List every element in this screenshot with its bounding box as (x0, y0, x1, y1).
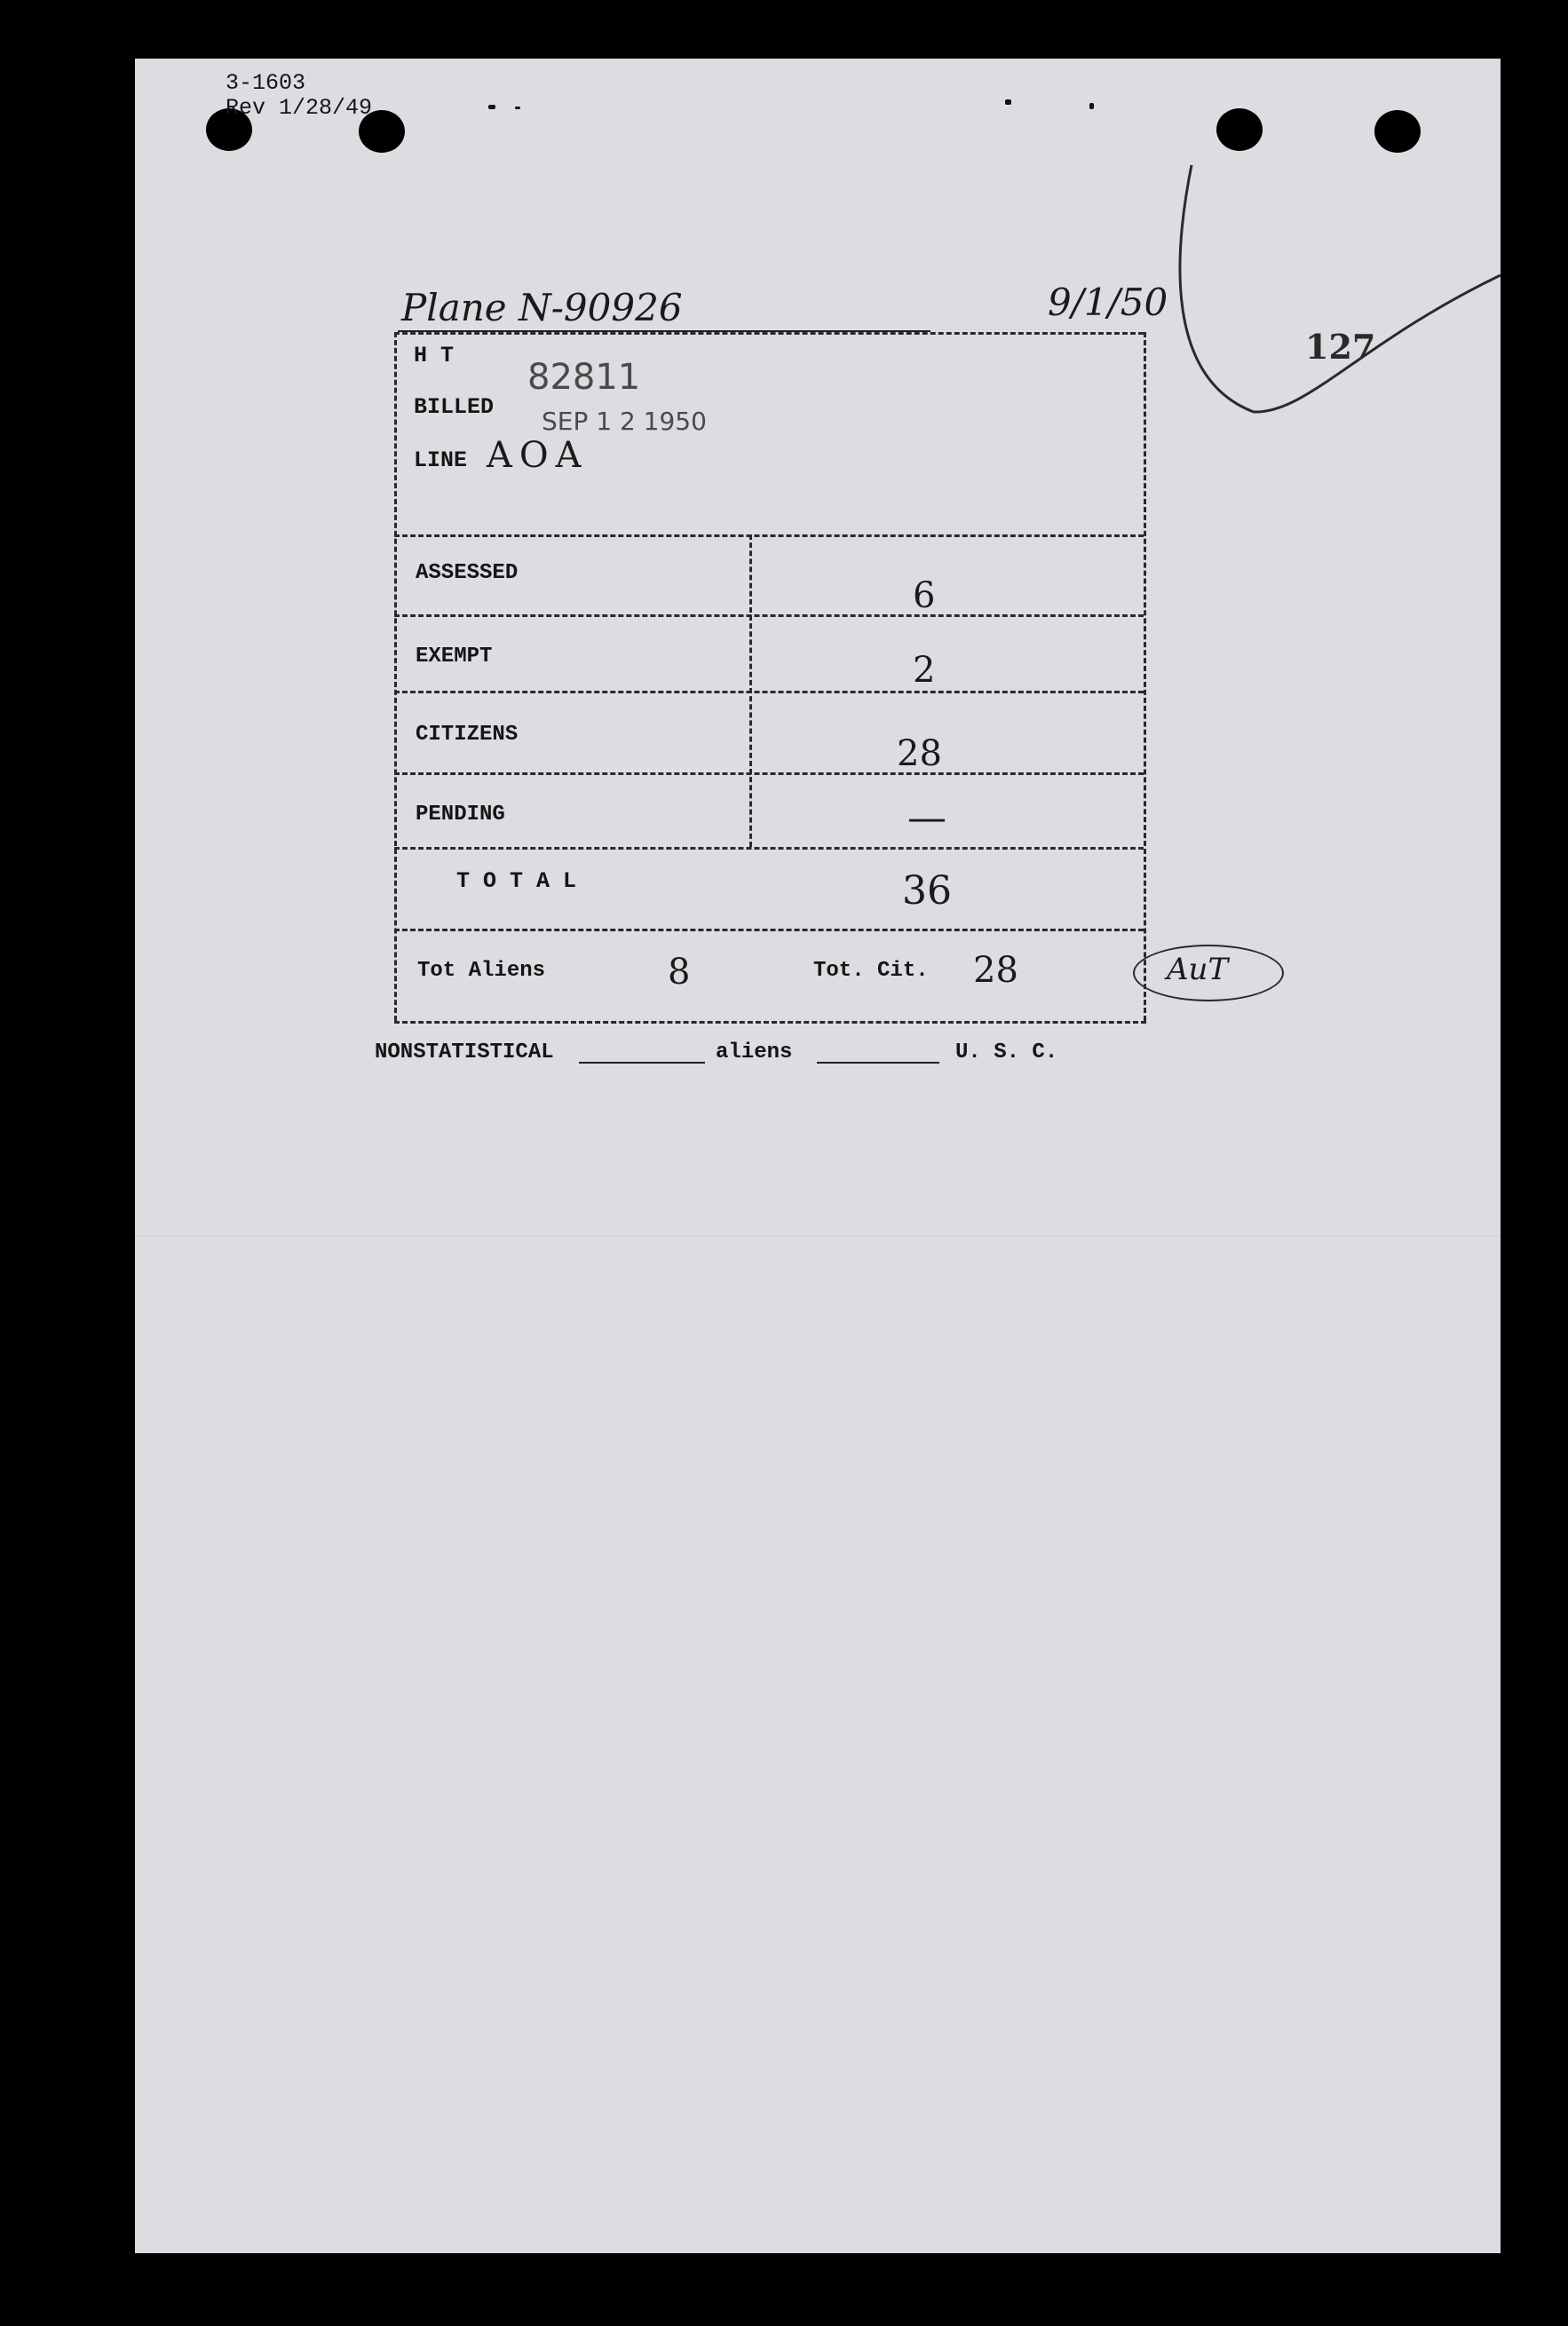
row-label-exempt: EXEMPT (416, 645, 493, 669)
fold-line (135, 1236, 1501, 1237)
row-label-assessed: ASSESSED (416, 561, 519, 585)
line-label: LINE (414, 447, 468, 473)
aliens-blank (817, 1062, 939, 1064)
usc-label: U. S. C. (955, 1040, 1058, 1064)
form-revision: Rev 1/28/49 (226, 95, 373, 121)
page-number: 127 (1305, 327, 1376, 367)
ht-label: H T (414, 343, 455, 368)
row-value-exempt: 2 (913, 650, 936, 691)
row-label-pending: PENDING (416, 803, 505, 827)
nonstatistical-blank (579, 1062, 705, 1064)
ht-value: 82811 (527, 357, 641, 398)
plane-label: Plane N-90926 (401, 286, 683, 329)
box-bottom-border (394, 1021, 1146, 1024)
tot-cit-value: 28 (973, 950, 1018, 991)
initials: AuT (1167, 952, 1229, 987)
nonstatistical-label: NONSTATISTICAL (375, 1040, 554, 1064)
tot-aliens-value: 8 (668, 952, 691, 993)
line-value: AOA (487, 435, 589, 476)
divider (394, 534, 1144, 537)
total-label: T O T A L (456, 868, 577, 894)
column-divider (749, 534, 752, 847)
form-number: 3-1603 (226, 70, 306, 96)
box-left-border (394, 332, 397, 1021)
speck (515, 107, 520, 109)
form-sheet (135, 59, 1501, 2253)
row-value-assessed: 6 (913, 575, 936, 616)
box-right-border (1144, 332, 1146, 1021)
billed-stamp: SEP 1 2 1950 (542, 407, 707, 436)
tot-aliens-label: Tot Aliens (417, 959, 546, 983)
speck (488, 105, 495, 109)
divider (394, 614, 1144, 617)
speck (1089, 103, 1094, 109)
aliens-label: aliens (716, 1040, 793, 1064)
divider (394, 691, 1144, 693)
speck (1005, 99, 1011, 105)
row-label-citizens: CITIZENS (416, 723, 519, 747)
box-top-border (394, 332, 1144, 335)
header-date: 9/1/50 (1048, 281, 1168, 324)
tot-cit-label: Tot. Cit. (813, 959, 929, 983)
billed-label: BILLED (414, 394, 495, 420)
divider (394, 772, 1144, 775)
row-value-citizens: 28 (897, 733, 942, 774)
row-value-pending: — (907, 795, 946, 841)
curve-mark (1156, 103, 1501, 440)
total-value: 36 (902, 868, 952, 914)
divider (394, 847, 1144, 850)
divider (394, 929, 1144, 931)
